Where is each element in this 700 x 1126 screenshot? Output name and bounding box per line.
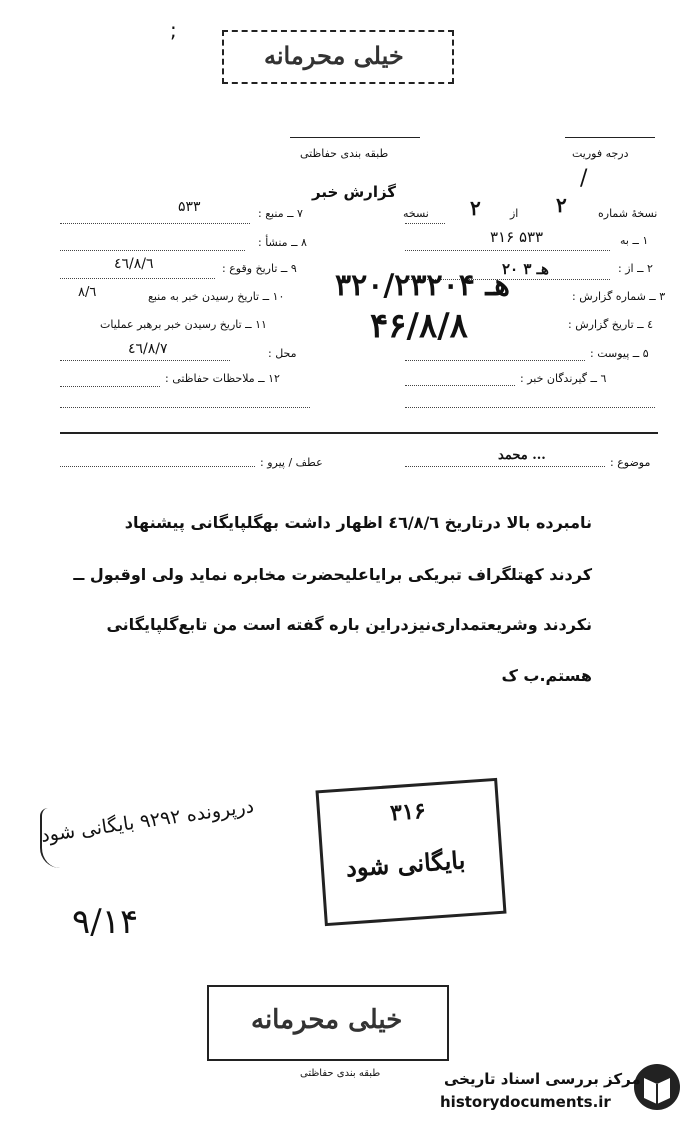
archive-org-name: مرکز بررسی اسناد تاریخی (444, 1070, 641, 1088)
from-value: ۲۰ هـ ۳ (502, 260, 549, 278)
archive-stamp (315, 778, 506, 926)
archive-website: historydocuments.ir (440, 1093, 611, 1111)
form-title: گزارش خبر (312, 183, 397, 201)
subject-label: موضوع : (610, 456, 651, 469)
to-label: ۱ ــ به (620, 234, 649, 247)
annotation-date: ۹/۱۴ (72, 902, 139, 942)
recipients-label: ٦ ــ گیرندگان خبر : (520, 372, 607, 385)
source-value: ۵۳۳ (178, 199, 201, 215)
place-dots (60, 360, 230, 361)
archive-stamp-number: ۳۱۶ (389, 797, 427, 827)
place-value: ٤٦/٨/٧ (128, 341, 168, 357)
attachment-dots (405, 360, 585, 361)
bottom-stamp-text: خیلی محرمانه (251, 1005, 403, 1035)
recipients-dots-1 (405, 385, 515, 386)
from-label: ۲ ــ از : (618, 262, 653, 275)
origin-label: ۸ ــ منشأ : (258, 236, 307, 249)
to-dots (405, 250, 610, 251)
archive-stamp-text: بایگانی شود (344, 845, 467, 883)
subject-dots (405, 466, 605, 467)
receipt-source-value: ٨/٦ (78, 285, 97, 300)
receipt-ops-label: ۱۱ ــ تاریخ رسیدن خبر برهبر عملیات (100, 318, 267, 331)
urgency-label: درجه فوریت (572, 147, 629, 160)
origin-dots (60, 250, 245, 251)
footer-classification-label: طبقه بندی حفاظتی (300, 1068, 381, 1079)
security-notes-dots-2 (60, 407, 310, 408)
top-stamp-text: خیلی محرمانه (264, 41, 404, 70)
body-line-1: نامبرده بالا درتاریخ ٤٦/٨/٦ اظهار داشت بهگلپایگانی پیشنهاد (124, 513, 592, 532)
body-line-3: نکردند وشریعتمداری‌نیزدراین باره گفته است من تابع‌گلپایگانی (106, 615, 592, 634)
to-value: ۳۱۶ ۵۳۳ (490, 228, 544, 246)
body-line-2: کردند کهتلگراف تبریکی برایاعلیحضرت مخابره نماید ولی اوقبول ــ (73, 565, 592, 584)
copy-total: ۲ (470, 196, 481, 220)
place-label: محل : (268, 347, 297, 360)
corner-mark: ; (170, 18, 177, 42)
occurrence-value: ٤٦/٨/٦ (114, 256, 154, 272)
copy-dots (405, 223, 445, 224)
copy-suffix: نسخه (403, 207, 429, 220)
body-line-4: هستم.ب ک (501, 666, 592, 685)
report-no-label: ۳ ــ شماره گزارش : (572, 290, 666, 303)
attachment-label: ۵ ــ پیوست : (590, 347, 649, 360)
section-separator (60, 432, 658, 434)
security-notes-dots-1 (60, 386, 160, 387)
classification-label: طبقه بندی حفاظتی (300, 147, 389, 160)
archive-note: درپرونده ۹۲۹۲ بایگانی شود (39, 795, 256, 847)
copy-from-label: از (510, 207, 519, 220)
reference-label: عطف / پیرو : (260, 456, 323, 469)
copy-number: ۲ (556, 193, 567, 217)
subject-value: محمد ... (498, 448, 546, 463)
annotation-bracket (40, 808, 72, 868)
report-date-value: ۴۶/۸/۸ (370, 306, 468, 346)
receipt-source-label: ۱۰ ــ تاریخ رسیدن خبر به منبع (148, 290, 285, 303)
top-classification-stamp (222, 30, 454, 84)
urgency-slash: / (580, 166, 588, 191)
copy-label: نسخهٔ شماره (598, 207, 658, 220)
recipients-dots-2 (405, 407, 655, 408)
report-no-value: ۳هـ ۲۰/۲۳۲۰۴ (335, 268, 510, 303)
security-notes-label: ۱۲ ــ ملاحظات حفاظتی : (165, 372, 280, 385)
occurrence-label: ۹ ــ تاریخ وقوع : (222, 262, 297, 275)
reference-dots (60, 466, 255, 467)
bottom-classification-stamp (207, 985, 449, 1061)
report-date-label: ٤ ــ تاریخ گزارش : (568, 318, 654, 331)
header-line-right (565, 137, 655, 138)
source-dots (60, 223, 250, 224)
header-line-left (290, 137, 420, 138)
occurrence-dots (60, 278, 215, 279)
source-label: ۷ ــ منبع : (258, 207, 303, 220)
